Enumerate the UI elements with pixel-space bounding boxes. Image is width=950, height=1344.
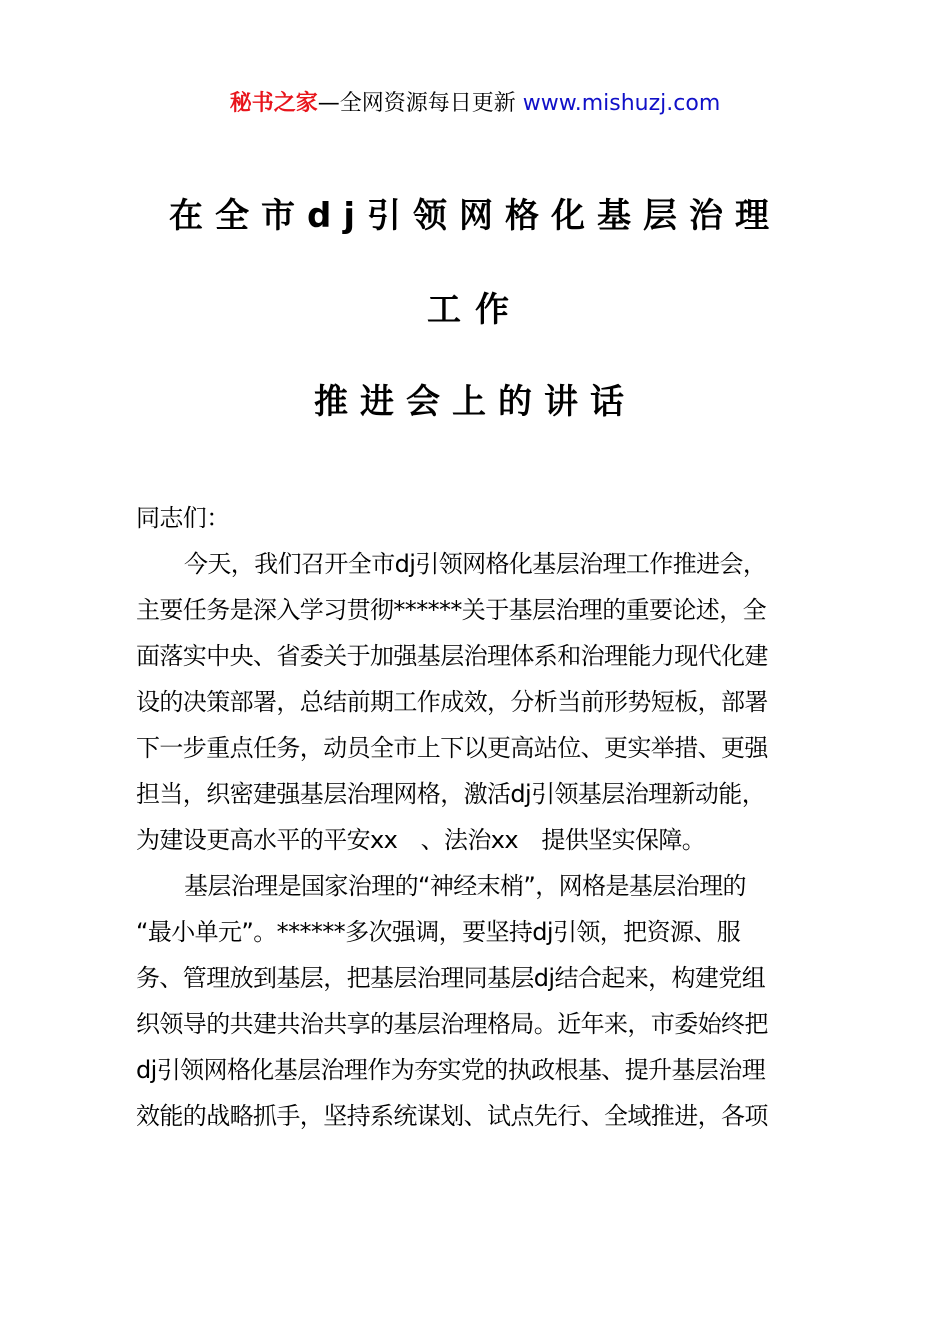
body-line: 效能的战略抓手，坚持系统谋划、试点先行、全域推进，各项 (136, 1102, 768, 1130)
document-title-line-2: 工作 (427, 290, 523, 330)
body-line: 务、管理放到基层，把基层治理同基层dj结合起来，构建党组 (136, 964, 766, 992)
site-header (0, 88, 950, 120)
body-line: 主要任务是深入学习贯彻******关于基层治理的重要论述，全 (136, 596, 766, 624)
body-line: 为建设更高水平的平安xx 、法治xx 提供坚实保障。 (136, 826, 706, 854)
body-line: 织领导的共建共治共享的基层治理格局。近年来，市委始终把 (136, 1010, 768, 1038)
body-line: 基层治理是国家治理的“神经末梢”，网格是基层治理的 (184, 872, 746, 900)
body-line: 下一步重点任务，动员全市上下以更高站位、更实举措、更强 (136, 734, 768, 762)
site-url-link[interactable]: www.mishuzj.com (522, 91, 721, 116)
body-line: 面落实中央、省委关于加强基层治理体系和治理能力现代化建 (136, 642, 768, 670)
body-line: 担当，织密建强基层治理网格，激活dj引领基层治理新动能， (136, 780, 766, 808)
body-line: 设的决策部署，总结前期工作成效，分析当前形势短板，部署 (136, 688, 768, 716)
salutation: 同志们： (136, 504, 230, 532)
document-title-line-3: 推进会上的讲话 (314, 382, 636, 422)
body-line: 今天，我们召开全市dj引领网格化基层治理工作推进会， (184, 550, 767, 578)
brand-name: 秘书之家 (229, 91, 318, 116)
document-title-line-1: 在全市dj引领网格化基层治理 (169, 196, 781, 236)
body-line: “最小单元”。******多次强调，要坚持dj引领，把资源、服 (136, 918, 741, 946)
header-tagline: —全网资源每日更新 (317, 91, 516, 116)
body-line: dj引领网格化基层治理作为夯实党的执政根基、提升基层治理 (136, 1056, 766, 1084)
